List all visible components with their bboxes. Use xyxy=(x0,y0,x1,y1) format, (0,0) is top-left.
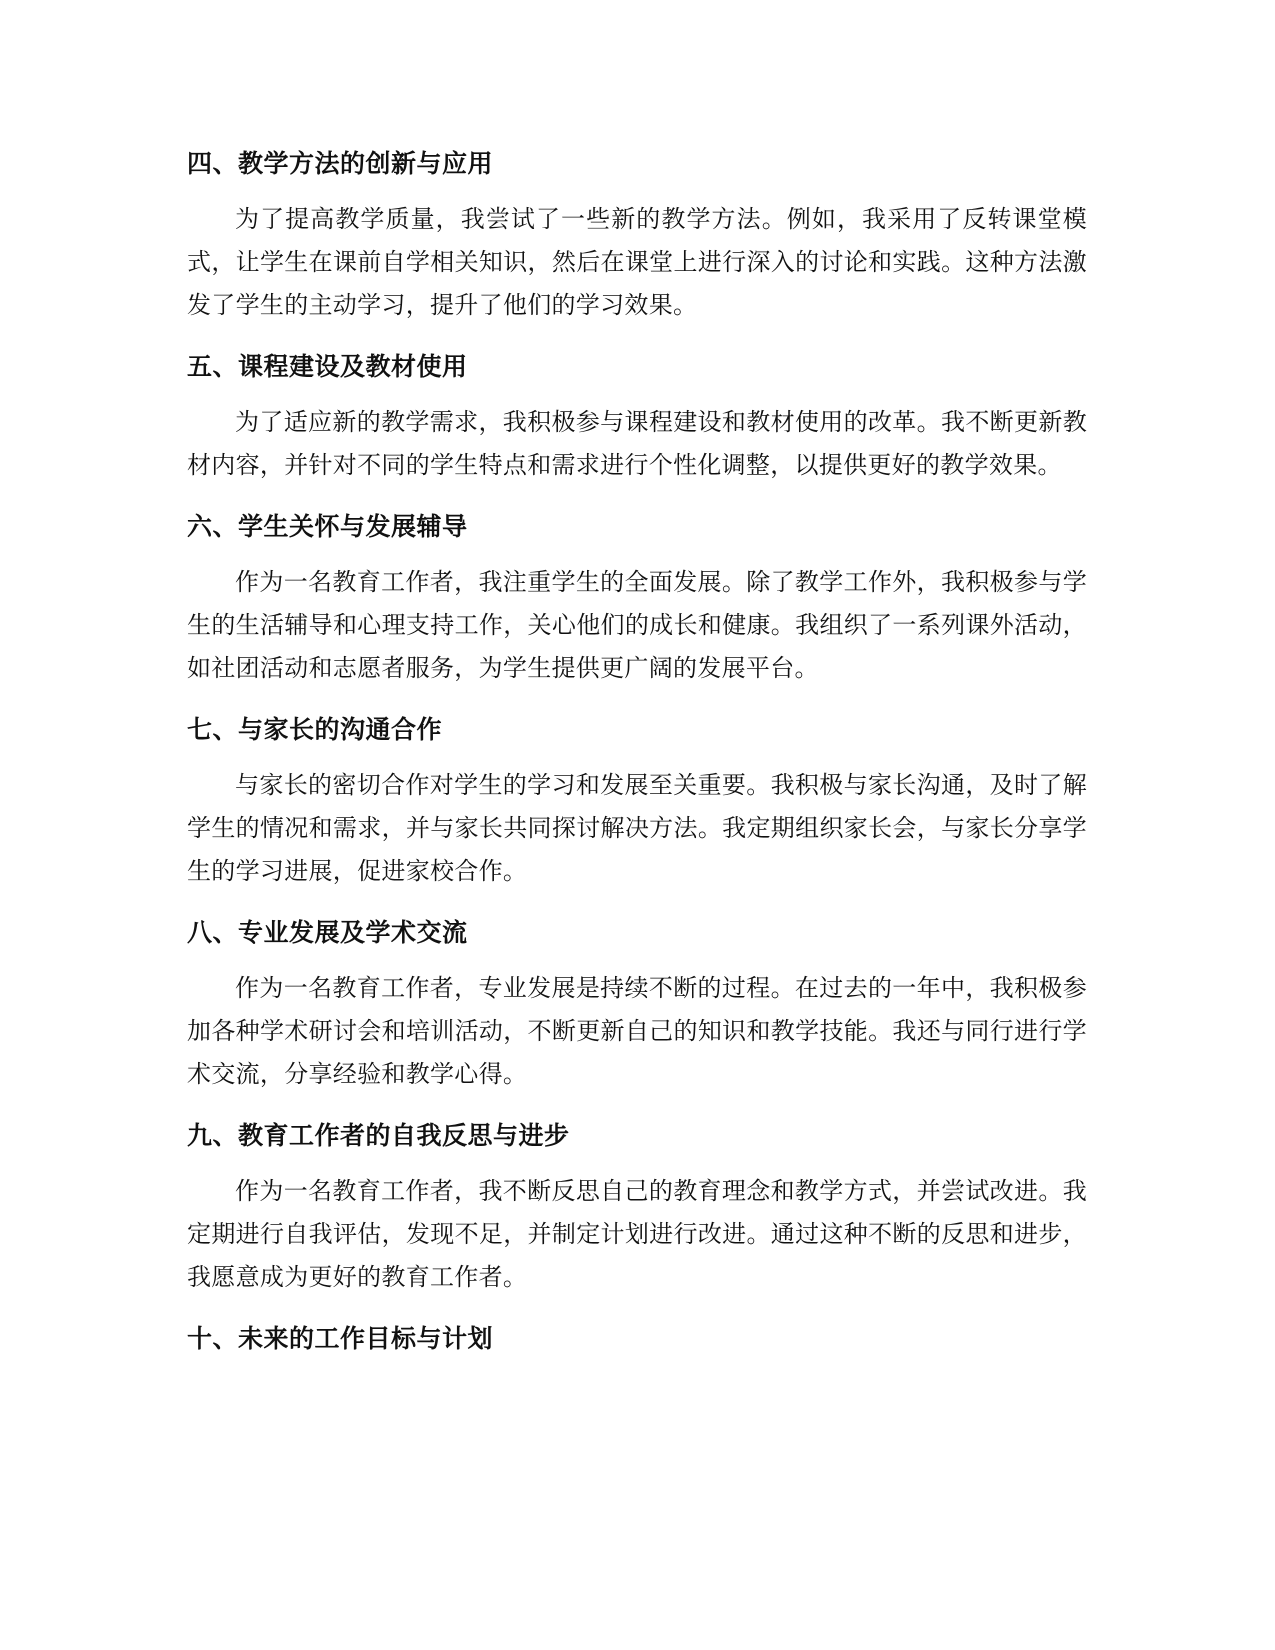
section-heading: 五、课程建设及教材使用 xyxy=(187,352,468,381)
section-heading: 九、教育工作者的自我反思与进步 xyxy=(187,1121,570,1150)
section-self-reflection xyxy=(187,1114,1087,1299)
section-paragraph: 作为一名教育工作者，我注重学生的全面发展。除了教学工作外，我积极参与学生的生活辅导和心理支持工作，关心他们的成长和健康。我组织了一系列课外活动，如社团活动和志愿者服务，为学生提供更广阔的发展平台。 xyxy=(187,568,1087,682)
section-paragraph: 与家长的密切合作对学生的学习和发展至关重要。我积极与家长沟通，及时了解学生的情况和需求，并与家长共同探讨解决方法。我定期组织家长会，与家长分享学生的学习进展，促进家校合作。 xyxy=(187,771,1087,885)
section-student-care xyxy=(187,505,1087,690)
section-paragraph: 为了提高教学质量，我尝试了一些新的教学方法。例如，我采用了反转课堂模式，让学生在课前自学相关知识，然后在课堂上进行深入的讨论和实践。这种方法激发了学生的主动学习，提升了他们的学习效果。 xyxy=(187,205,1087,319)
section-paragraph: 作为一名教育工作者，我不断反思自己的教育理念和教学方式，并尝试改进。我定期进行自我评估，发现不足，并制定计划进行改进。通过这种不断的反思和进步，我愿意成为更好的教育工作者。 xyxy=(187,1177,1087,1291)
section-parent-communication xyxy=(187,708,1087,893)
section-heading: 六、学生关怀与发展辅导 xyxy=(187,512,468,541)
section-paragraph: 为了适应新的教学需求，我积极参与课程建设和教材使用的改革。我不断更新教材内容，并针对不同的学生特点和需求进行个性化调整，以提供更好的教学效果。 xyxy=(187,408,1087,479)
section-heading: 四、教学方法的创新与应用 xyxy=(187,149,494,178)
section-heading: 七、与家长的沟通合作 xyxy=(187,715,443,744)
section-teaching-methods xyxy=(187,142,1087,327)
section-paragraph: 作为一名教育工作者，专业发展是持续不断的过程。在过去的一年中，我积极参加各种学术研讨会和培训活动，不断更新自己的知识和教学技能。我还与同行进行学术交流，分享经验和教学心得。 xyxy=(187,974,1087,1088)
section-heading: 八、专业发展及学术交流 xyxy=(187,918,468,947)
section-professional-development xyxy=(187,911,1087,1096)
section-curriculum xyxy=(187,345,1087,487)
section-future-goals xyxy=(187,1317,1087,1361)
section-heading: 十、未来的工作目标与计划 xyxy=(187,1324,494,1353)
document-content xyxy=(187,142,1087,1373)
